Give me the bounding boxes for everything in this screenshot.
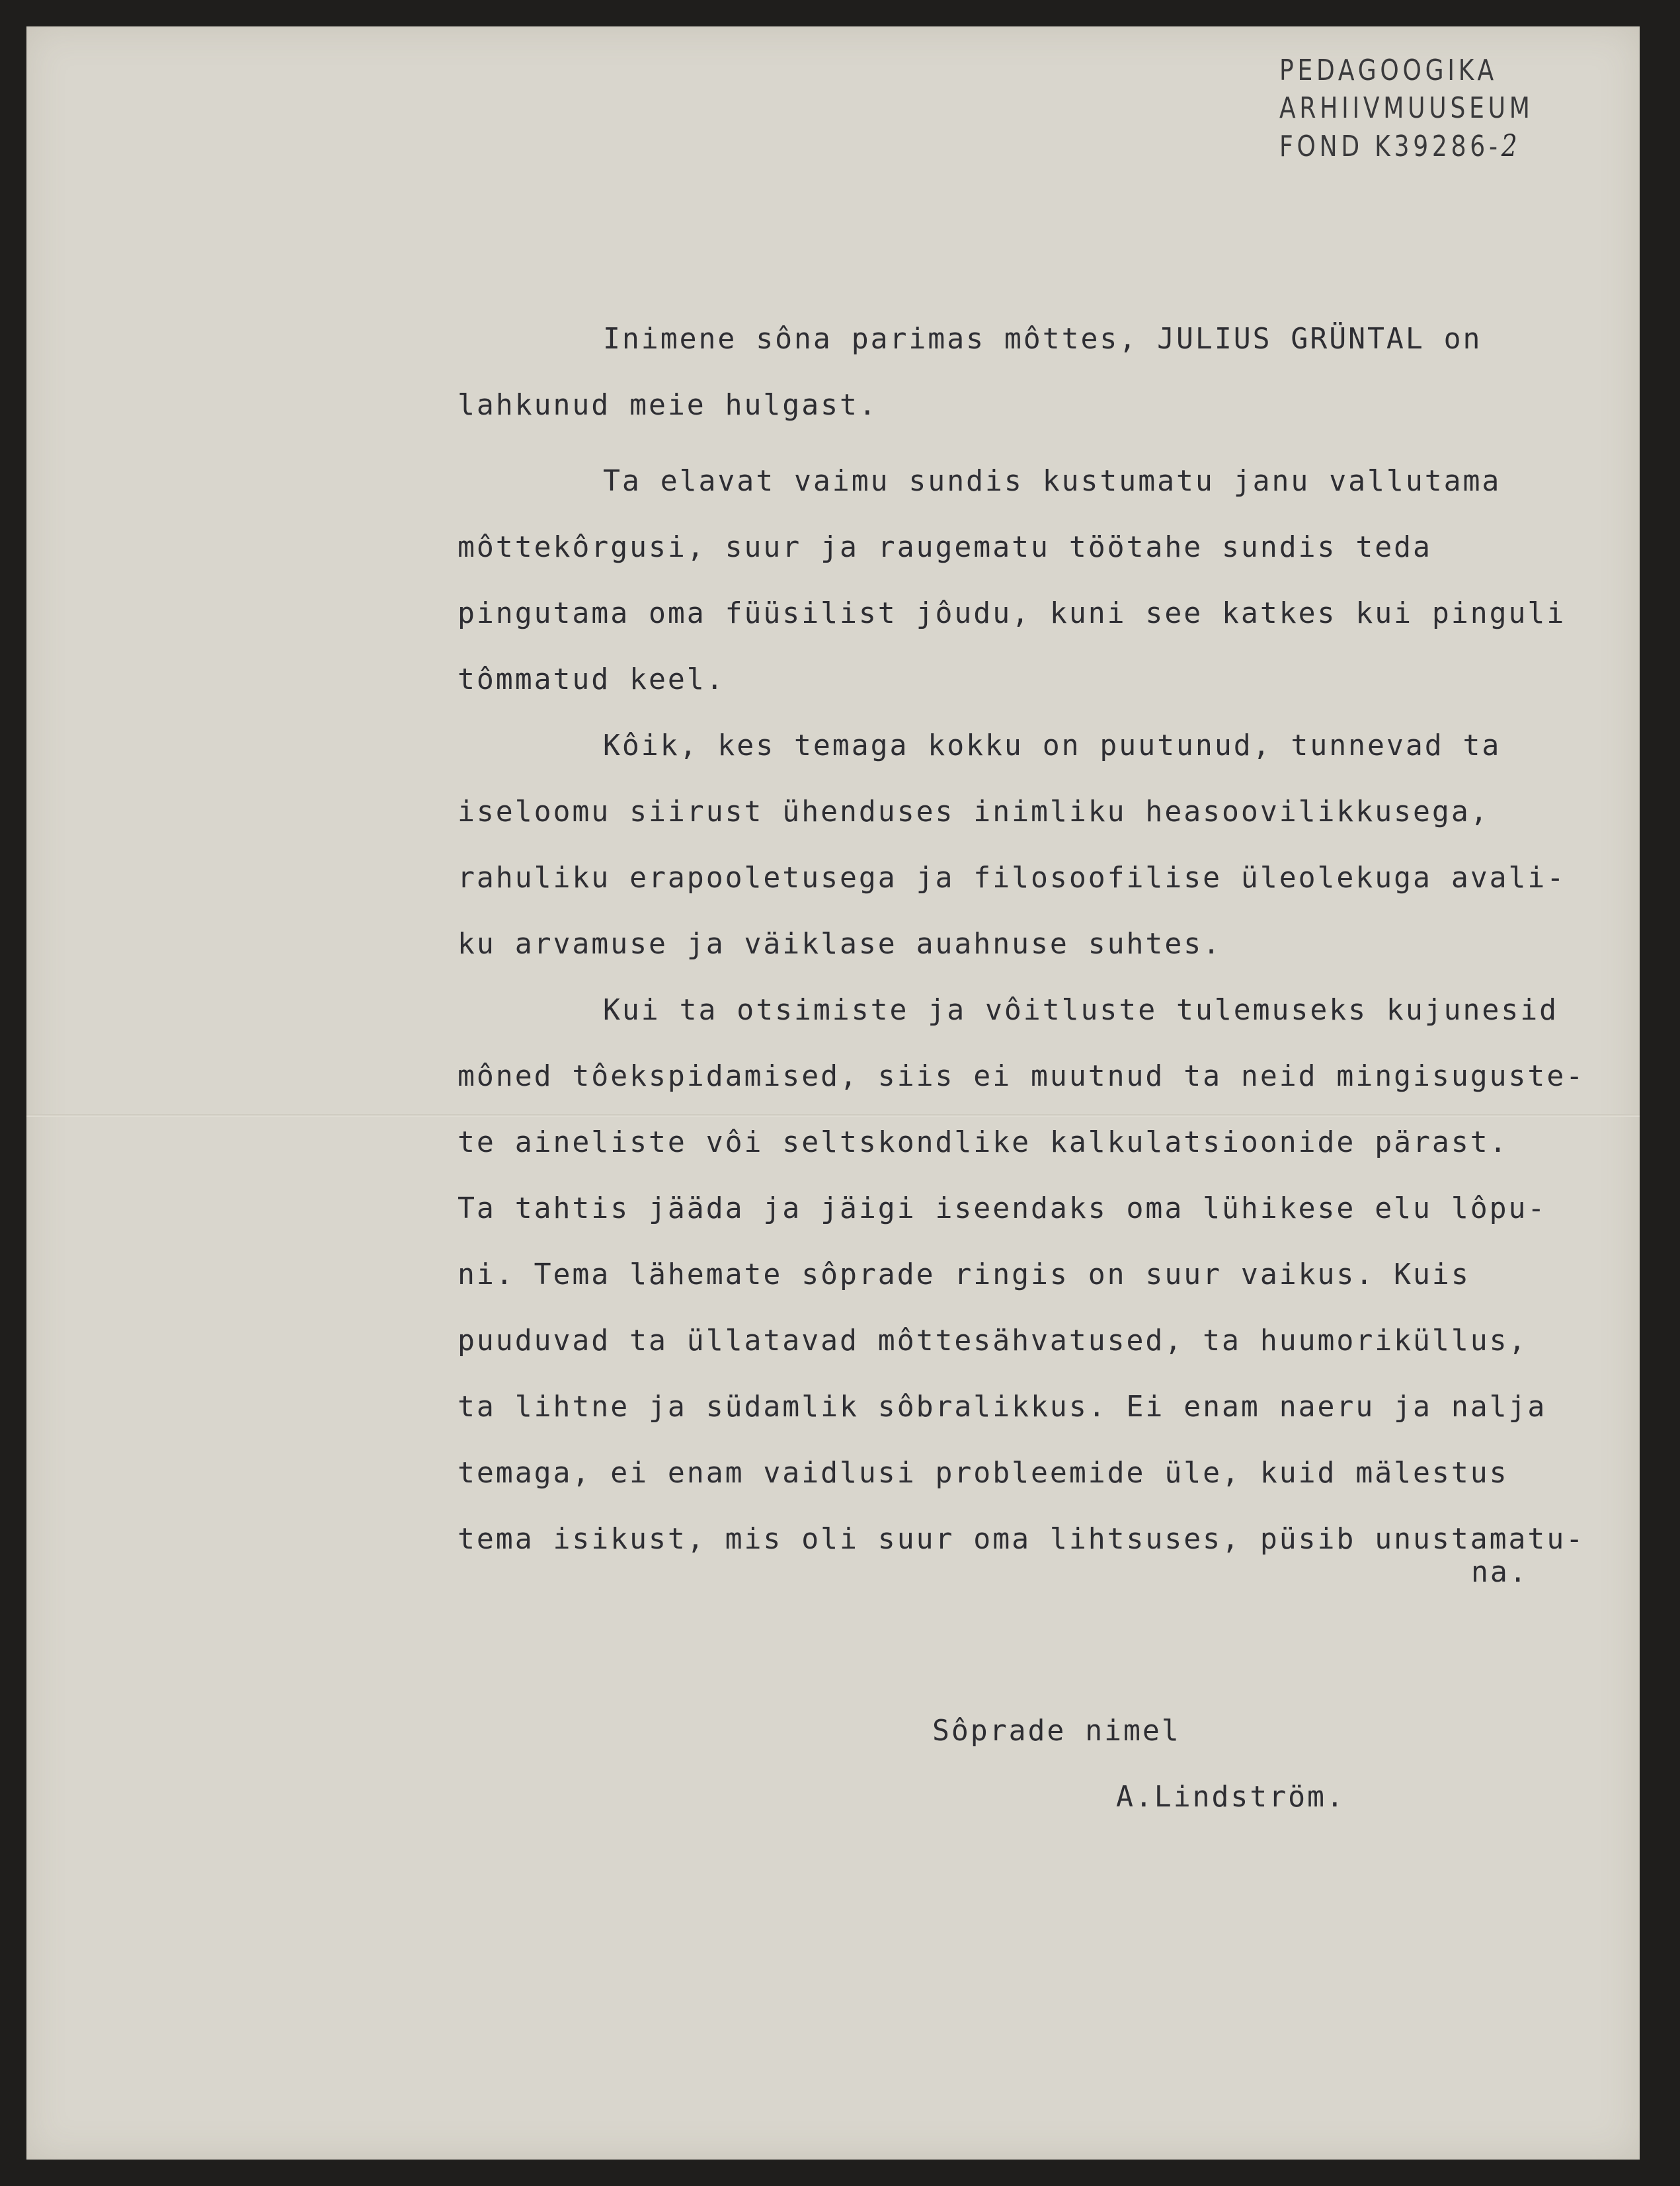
body-line: tômmatud keel. <box>458 663 725 696</box>
closing-line: Sôprade nimel <box>932 1714 1181 1748</box>
stamp-line-1: PEDAGOOGIKA <box>1279 54 1498 87</box>
body-line: rahuliku erapooletusega ja filosoofilise üleolekuga avali- <box>458 861 1566 895</box>
body-line: ni. Tema lähemate sôprade ringis on suur vaikus. Kuis <box>458 1258 1470 1291</box>
signature: A.Lindström. <box>1116 1780 1345 1814</box>
body-line: Ta tahtis jääda ja jäigi iseendaks oma lühikese elu lôpu- <box>458 1192 1547 1225</box>
body-line: Kôik, kes temaga kokku on puutunud, tunnevad ta <box>603 729 1501 762</box>
stamp-handwritten-suffix: 2 <box>1501 128 1517 163</box>
body-line: temaga, ei enam vaidlusi probleemide üle, kuid mälestus <box>458 1456 1509 1490</box>
body-line: puuduvad ta üllatavad môttesähvatused, ta huumoriküllus, <box>458 1324 1528 1357</box>
stamp-fond-number: FOND K39286- <box>1279 130 1501 163</box>
body-line: môttekôrgusi, suur ja raugematu töötahe sundis teda <box>458 530 1432 564</box>
body-line: ta lihtne ja südamlik sôbralikkus. Ei enam naeru ja nalja <box>458 1390 1547 1424</box>
paper-fold-line <box>26 1114 1640 1117</box>
body-line: iseloomu siirust ühenduses inimliku heasoovilikkusega, <box>458 795 1490 829</box>
stamp-line-3 <box>1279 127 1534 165</box>
body-line: Kui ta otsimiste ja vôitluste tulemuseks kujunesid <box>603 993 1559 1027</box>
body-line: môned tôekspidamised, siis ei muutnud ta neid mingisuguste- <box>458 1059 1585 1093</box>
body-line: Ta elavat vaimu sundis kustumatu janu vallutama <box>603 464 1501 498</box>
body-line: lahkunud meie hulgast. <box>458 388 878 422</box>
body-line: na. <box>1471 1555 1529 1589</box>
body-line: ku arvamuse ja väiklase auahnuse suhtes. <box>458 927 1222 961</box>
body-line: Inimene sôna parimas môttes, JULIUS GRÜNTAL on <box>603 322 1482 356</box>
body-line: pingutama oma füüsilist jôudu, kuni see katkes kui pinguli <box>458 596 1566 630</box>
stamp-line-2: ARHIIVMUUSEUM <box>1279 91 1534 125</box>
body-line: tema isikust, mis oli suur oma lihtsuses, püsib unustamatu- <box>458 1522 1585 1556</box>
document-page <box>26 26 1640 2160</box>
archive-stamp <box>1279 52 1534 165</box>
body-line: te aineliste vôi seltskondlike kalkulatsioonide pärast. <box>458 1125 1509 1159</box>
